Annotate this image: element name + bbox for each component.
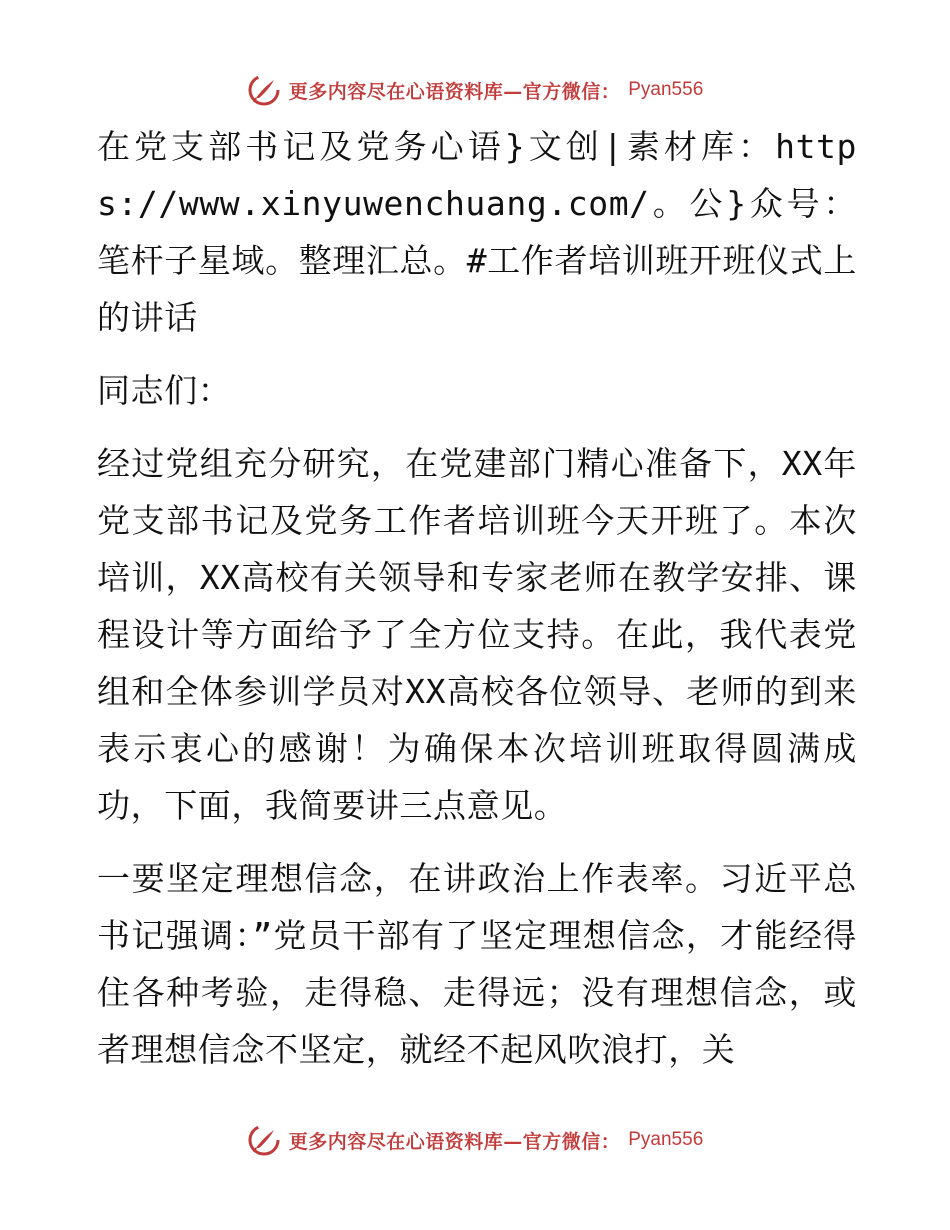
paragraph-salutation: 同志们： bbox=[97, 371, 232, 410]
feather-pen-logo-icon bbox=[247, 1123, 281, 1157]
banner-text: 更多内容尽在心语资料库—官方微信： bbox=[288, 1130, 621, 1153]
watermark-banner-top bbox=[0, 68, 950, 112]
paragraph-title: 在党支部书记及党务心语}文创|素材库：https://www.xinyuwenchuang.com/。公}众号：笔杆子星域。整理汇总。#工作者培训班开班仪式上的讲话 bbox=[97, 127, 857, 337]
banner-text: 更多内容尽在心语资料库—官方微信： bbox=[288, 80, 621, 103]
paragraph-intro: 经过党组充分研究，在党建部门精心准备下，XX年党支部书记及党务工作者培训班今天开班了。本次培训，XX高校有关领导和专家老师在教学安排、课程设计等方面给予了全方位支持。在此，我代表党组和全体参训学员对XX高校各位领导、老师的到来表示衷心的感谢！为确保本次培训班取得圆满成功，下面，我简要讲三点意见。 bbox=[97, 444, 857, 825]
document-body bbox=[97, 118, 857, 1094]
banner-contact: Pyan556 bbox=[628, 79, 704, 100]
feather-pen-logo-icon bbox=[247, 73, 281, 107]
watermark-banner-bottom bbox=[0, 1118, 950, 1162]
banner-contact: Pyan556 bbox=[628, 1129, 704, 1150]
paragraph-point-one: 一要坚定理想信念，在讲政治上作表率。习近平总书记强调：”党员干部有了坚定理想信念，才能经得住各种考验，走得稳、走得远；没有理想信念，或者理想信念不坚定，就经不起风吹浪打，关 bbox=[97, 859, 857, 1069]
